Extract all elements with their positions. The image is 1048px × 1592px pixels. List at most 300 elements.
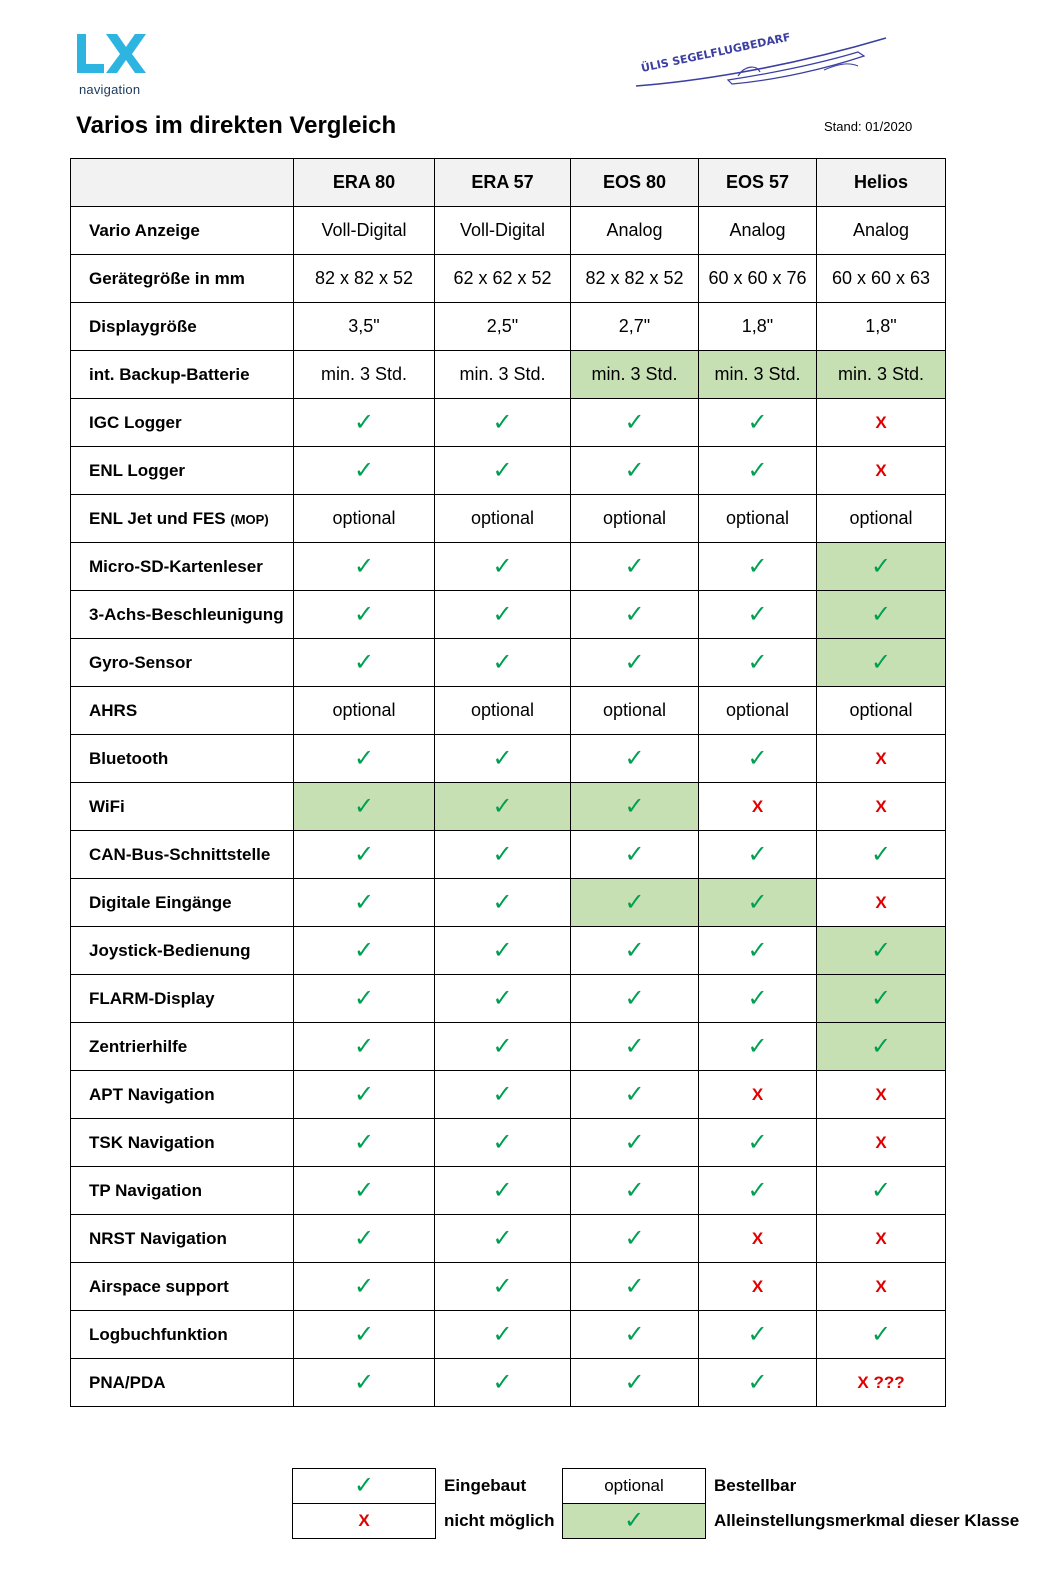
table-cell xyxy=(571,399,699,447)
table-cell xyxy=(435,303,571,351)
date-label: Stand: 01/2020 xyxy=(824,119,913,134)
table-cell xyxy=(571,543,699,591)
lx-navigation-logo xyxy=(74,32,148,100)
table-cell xyxy=(817,687,946,735)
cross-icon: X xyxy=(875,413,887,432)
table-cell xyxy=(571,687,699,735)
table-cell xyxy=(294,783,435,831)
table-cell xyxy=(294,639,435,687)
table-row xyxy=(71,735,946,783)
table-row xyxy=(71,351,946,399)
row-label xyxy=(71,1071,294,1119)
table-cell xyxy=(294,1359,435,1407)
row-label xyxy=(71,447,294,495)
cross-icon: X xyxy=(875,893,887,912)
table-row xyxy=(71,831,946,879)
row-label xyxy=(71,1023,294,1071)
table-cell xyxy=(294,975,435,1023)
check-icon: ✓ xyxy=(353,408,375,436)
row-label-text: Bluetooth xyxy=(89,748,169,768)
check-icon: ✓ xyxy=(492,792,513,820)
check-icon: ✓ xyxy=(492,1272,513,1300)
row-label xyxy=(71,495,294,543)
page-title: Varios im direkten Vergleich xyxy=(76,112,397,139)
table-cell xyxy=(435,975,571,1023)
table-row xyxy=(71,783,946,831)
row-label xyxy=(71,1167,294,1215)
table-cell xyxy=(294,831,435,879)
table-cell xyxy=(294,1023,435,1071)
table-cell xyxy=(435,831,571,879)
check-icon: ✓ xyxy=(492,1128,513,1156)
row-label xyxy=(71,255,294,303)
table-cell xyxy=(817,783,946,831)
cell-value: Analog xyxy=(606,220,663,240)
table-cell xyxy=(817,399,946,447)
cell-value: optional xyxy=(470,700,535,720)
check-icon: ✓ xyxy=(747,648,768,676)
table-cell xyxy=(817,879,946,927)
check-icon: ✓ xyxy=(870,648,892,676)
table-cell xyxy=(817,207,946,255)
table-cell xyxy=(699,879,817,927)
row-label-text: Joystick-Bedienung xyxy=(89,940,251,960)
check-icon: ✓ xyxy=(624,888,645,916)
cell-value: min. 3 Std. xyxy=(459,364,546,384)
cell-value: optional xyxy=(725,700,790,720)
column-header: Helios xyxy=(817,159,946,207)
table-row xyxy=(71,639,946,687)
table-cell xyxy=(699,927,817,975)
table-cell xyxy=(435,1071,571,1119)
row-label xyxy=(71,1263,294,1311)
table-cell xyxy=(699,543,817,591)
cell-value: optional xyxy=(602,508,667,528)
row-label xyxy=(71,1359,294,1407)
cell-value: optional xyxy=(332,508,396,528)
check-icon: ✓ xyxy=(492,1080,513,1108)
check-icon: ✓ xyxy=(624,1368,645,1396)
table-cell xyxy=(435,255,571,303)
table-cell xyxy=(294,447,435,495)
check-icon: ✓ xyxy=(492,408,513,436)
table-row xyxy=(71,927,946,975)
check-icon: ✓ xyxy=(492,552,513,580)
check-icon: ✓ xyxy=(747,600,768,628)
table-cell xyxy=(699,591,817,639)
table-cell xyxy=(817,735,946,783)
table-cell xyxy=(699,447,817,495)
check-icon: ✓ xyxy=(624,744,645,772)
check-icon: ✓ xyxy=(353,1368,375,1396)
check-icon: ✓ xyxy=(624,456,645,484)
check-icon: ✓ xyxy=(747,1176,768,1204)
row-label-text: Digitale Eingänge xyxy=(89,892,232,912)
check-icon: ✓ xyxy=(624,1080,645,1108)
check-icon: ✓ xyxy=(353,840,375,868)
table-cell xyxy=(571,1215,699,1263)
table-cell xyxy=(699,351,817,399)
check-icon: ✓ xyxy=(624,600,645,628)
table-cell xyxy=(294,207,435,255)
row-label-text: NRST Navigation xyxy=(89,1228,227,1248)
row-label-text: 3-Achs-Beschleunigung xyxy=(89,604,284,624)
row-label xyxy=(71,687,294,735)
table-row xyxy=(71,879,946,927)
table-cell xyxy=(699,1263,817,1311)
row-label xyxy=(71,591,294,639)
table-row xyxy=(71,399,946,447)
table-cell xyxy=(571,1311,699,1359)
table-cell xyxy=(571,1359,699,1407)
cell-value: min. 3 Std. xyxy=(714,364,801,384)
check-icon: ✓ xyxy=(492,1320,513,1348)
check-icon: ✓ xyxy=(747,840,768,868)
cross-icon: X xyxy=(875,1277,887,1296)
row-label-text: APT Navigation xyxy=(89,1084,215,1104)
table-cell xyxy=(435,495,571,543)
check-icon: ✓ xyxy=(353,1176,375,1204)
row-label xyxy=(71,1119,294,1167)
row-label xyxy=(71,399,294,447)
table-cell xyxy=(571,1167,699,1215)
legend-optional-box: optional xyxy=(563,1469,706,1504)
row-label xyxy=(71,1215,294,1263)
row-label-text: ENL Logger xyxy=(89,460,186,480)
table-row xyxy=(71,1071,946,1119)
row-label xyxy=(71,351,294,399)
table-cell xyxy=(571,927,699,975)
table-cell xyxy=(435,1263,571,1311)
check-icon: ✓ xyxy=(492,936,513,964)
check-icon: ✓ xyxy=(870,600,892,628)
table-cell xyxy=(294,591,435,639)
table-cell xyxy=(699,783,817,831)
table-cell xyxy=(294,1215,435,1263)
table-cell xyxy=(699,1311,817,1359)
cell-value: Voll-Digital xyxy=(321,220,407,240)
cell-value: optional xyxy=(332,700,396,720)
cell-value: Analog xyxy=(729,220,786,240)
table-cell xyxy=(435,1023,571,1071)
check-icon: ✓ xyxy=(492,744,513,772)
cell-value: optional xyxy=(725,508,790,528)
check-icon: ✓ xyxy=(492,456,513,484)
row-label-text: IGC Logger xyxy=(89,412,182,432)
table-cell xyxy=(699,207,817,255)
column-header: EOS 57 xyxy=(699,159,817,207)
table-row xyxy=(71,1023,946,1071)
row-label-text: WiFi xyxy=(89,796,125,816)
table-cell xyxy=(699,975,817,1023)
lx-logo-icon xyxy=(74,32,148,82)
row-label-text: Logbuchfunktion xyxy=(89,1324,228,1344)
cell-value: min. 3 Std. xyxy=(320,364,408,384)
table-cell xyxy=(294,351,435,399)
table-cell xyxy=(571,303,699,351)
table-cell xyxy=(571,591,699,639)
cross-icon: X ??? xyxy=(857,1373,905,1392)
check-icon: ✓ xyxy=(624,840,645,868)
table-row xyxy=(71,447,946,495)
table-cell xyxy=(699,1119,817,1167)
check-icon: ✓ xyxy=(870,1032,892,1060)
row-label xyxy=(71,975,294,1023)
check-icon: ✓ xyxy=(870,552,892,580)
table-cell xyxy=(817,1263,946,1311)
check-icon: ✓ xyxy=(624,1224,645,1252)
table-cell xyxy=(435,735,571,783)
table-cell xyxy=(699,495,817,543)
table-cell xyxy=(571,447,699,495)
row-label-text: Zentrierhilfe xyxy=(89,1036,188,1056)
row-label xyxy=(71,543,294,591)
table-row xyxy=(71,975,946,1023)
check-icon: ✓ xyxy=(492,888,513,916)
row-label-text: ENL Jet und FES xyxy=(89,508,226,528)
table-body xyxy=(71,207,946,1407)
cell-value: 1,8" xyxy=(741,316,774,336)
table-cell xyxy=(571,351,699,399)
table-cell xyxy=(699,687,817,735)
cell-value: min. 3 Std. xyxy=(837,364,925,384)
row-label-text: Micro-SD-Kartenleser xyxy=(89,556,263,576)
check-icon: ✓ xyxy=(492,648,513,676)
row-label xyxy=(71,831,294,879)
table-cell xyxy=(435,1167,571,1215)
table-cell xyxy=(571,1119,699,1167)
table-row xyxy=(71,543,946,591)
table-cell xyxy=(435,399,571,447)
table-cell xyxy=(817,255,946,303)
table-row xyxy=(71,207,946,255)
legend-not-possible-label: nicht möglich xyxy=(444,1511,555,1530)
check-icon: ✓ xyxy=(353,1080,375,1108)
table-cell xyxy=(699,1023,817,1071)
legend-installed-label: Eingebaut xyxy=(444,1476,527,1495)
table-cell xyxy=(699,255,817,303)
table-cell xyxy=(699,639,817,687)
cross-icon: X xyxy=(875,797,887,816)
row-label xyxy=(71,783,294,831)
table-cell xyxy=(817,975,946,1023)
table-cell xyxy=(435,207,571,255)
check-icon: ✓ xyxy=(353,1320,375,1348)
table-row xyxy=(71,1215,946,1263)
table-cell xyxy=(571,255,699,303)
check-icon: ✓ xyxy=(353,1128,375,1156)
row-label-text: CAN-Bus-Schnittstelle xyxy=(89,844,271,864)
table-cell xyxy=(699,1167,817,1215)
check-icon: ✓ xyxy=(747,984,768,1012)
row-label-text: TP Navigation xyxy=(89,1180,203,1200)
table-cell xyxy=(699,831,817,879)
table-row xyxy=(71,1311,946,1359)
check-icon: ✓ xyxy=(747,888,768,916)
check-icon: ✓ xyxy=(353,1224,375,1252)
table-cell xyxy=(435,1119,571,1167)
cross-icon: X xyxy=(751,1085,764,1104)
table-cell xyxy=(571,1023,699,1071)
cell-value: Analog xyxy=(852,220,910,240)
table-cell xyxy=(435,543,571,591)
row-label-text: Gerätegröße in mm xyxy=(89,268,245,288)
check-icon: ✓ xyxy=(747,744,768,772)
header-corner xyxy=(71,159,294,207)
ulis-logo-text: ÜLIS SEGELFLUGBEDARF xyxy=(639,30,792,75)
check-icon: ✓ xyxy=(353,1472,375,1499)
check-icon: ✓ xyxy=(353,1032,375,1060)
comparison-table xyxy=(70,158,946,1407)
table-cell xyxy=(294,735,435,783)
table-row xyxy=(71,255,946,303)
row-label xyxy=(71,207,294,255)
check-icon: ✓ xyxy=(870,840,892,868)
row-label xyxy=(71,303,294,351)
table-cell xyxy=(294,927,435,975)
check-icon: ✓ xyxy=(624,552,645,580)
table-cell xyxy=(571,1071,699,1119)
check-icon: ✓ xyxy=(492,600,513,628)
table-cell xyxy=(294,543,435,591)
check-icon: ✓ xyxy=(624,984,645,1012)
check-icon: ✓ xyxy=(492,1224,513,1252)
cell-value: 82 x 82 x 52 xyxy=(314,268,414,288)
check-icon: ✓ xyxy=(747,1032,768,1060)
table-row xyxy=(71,495,946,543)
check-icon: ✓ xyxy=(492,1176,513,1204)
cell-value: Voll-Digital xyxy=(459,220,546,240)
table-cell xyxy=(294,1071,435,1119)
table-row xyxy=(71,1167,946,1215)
cell-value: optional xyxy=(849,700,913,720)
row-label-text: PNA/PDA xyxy=(89,1372,166,1392)
row-label-text: AHRS xyxy=(89,700,138,720)
check-icon: ✓ xyxy=(624,792,645,820)
cross-icon: X xyxy=(751,1229,764,1248)
check-icon: ✓ xyxy=(747,456,768,484)
check-icon: ✓ xyxy=(624,936,645,964)
table-cell xyxy=(699,735,817,783)
row-label xyxy=(71,1311,294,1359)
table-cell xyxy=(294,1167,435,1215)
row-label xyxy=(71,735,294,783)
check-icon: ✓ xyxy=(353,792,375,820)
column-header: EOS 80 xyxy=(571,159,699,207)
cell-value: optional xyxy=(602,700,667,720)
cross-icon: X xyxy=(751,1277,764,1296)
cross-icon: X xyxy=(875,1133,887,1152)
row-label-text: FLARM-Display xyxy=(89,988,215,1008)
check-icon: ✓ xyxy=(353,888,375,916)
table-cell xyxy=(435,879,571,927)
row-label-note: (MOP) xyxy=(230,511,269,527)
table-cell xyxy=(817,1311,946,1359)
row-label-text: TSK Navigation xyxy=(89,1132,215,1152)
cell-value: 60 x 60 x 76 xyxy=(708,268,807,288)
table-row xyxy=(71,1119,946,1167)
table-cell xyxy=(817,1023,946,1071)
cell-value: 1,8" xyxy=(865,316,897,336)
table-cell xyxy=(571,831,699,879)
table-cell xyxy=(435,927,571,975)
row-label xyxy=(71,639,294,687)
header-row xyxy=(71,159,946,207)
table-cell xyxy=(435,591,571,639)
check-icon: ✓ xyxy=(492,840,513,868)
table-cell xyxy=(571,207,699,255)
check-icon: ✓ xyxy=(747,1320,768,1348)
cross-icon: X xyxy=(751,797,764,816)
check-icon: ✓ xyxy=(870,984,892,1012)
cross-icon: X xyxy=(875,1085,887,1104)
check-icon: ✓ xyxy=(353,648,375,676)
check-icon: ✓ xyxy=(492,1032,513,1060)
table-cell xyxy=(435,687,571,735)
cross-icon: X xyxy=(875,749,887,768)
cell-value: 3,5" xyxy=(348,316,380,336)
table-cell xyxy=(817,1071,946,1119)
table-cell xyxy=(294,1311,435,1359)
check-icon: ✓ xyxy=(747,1368,768,1396)
check-icon: ✓ xyxy=(747,1128,768,1156)
legend-unique-label: Alleinstellungsmerkmal dieser Klasse xyxy=(714,1511,1020,1530)
check-icon: ✓ xyxy=(492,1368,513,1396)
cross-icon: X xyxy=(875,461,887,480)
table-cell xyxy=(817,1359,946,1407)
check-icon: ✓ xyxy=(353,936,375,964)
table-row xyxy=(71,1263,946,1311)
table-cell xyxy=(435,351,571,399)
glider-logo-icon xyxy=(628,30,890,94)
check-icon: ✓ xyxy=(353,456,375,484)
check-icon: ✓ xyxy=(870,936,892,964)
table-cell xyxy=(817,831,946,879)
table-cell xyxy=(435,1215,571,1263)
check-icon: ✓ xyxy=(747,408,768,436)
check-icon: ✓ xyxy=(624,648,645,676)
lx-logo-subtitle: navigation xyxy=(79,82,141,97)
table-cell xyxy=(571,975,699,1023)
table-cell xyxy=(699,303,817,351)
table-cell xyxy=(571,783,699,831)
check-icon: ✓ xyxy=(624,1032,645,1060)
cross-icon: X xyxy=(875,1229,887,1248)
table-row xyxy=(71,591,946,639)
row-label-text: int. Backup-Batterie xyxy=(89,364,250,384)
check-icon: ✓ xyxy=(353,744,375,772)
table-cell xyxy=(817,1119,946,1167)
cross-icon: X xyxy=(358,1511,370,1530)
table-cell xyxy=(817,927,946,975)
table-cell xyxy=(435,447,571,495)
check-icon: ✓ xyxy=(624,1128,645,1156)
check-icon: ✓ xyxy=(623,1507,645,1534)
legend xyxy=(292,1468,1020,1539)
table-cell xyxy=(294,255,435,303)
table-cell xyxy=(294,1263,435,1311)
row-label-text: Vario Anzeige xyxy=(89,220,200,240)
check-icon: ✓ xyxy=(747,936,768,964)
table-cell xyxy=(294,303,435,351)
table-cell xyxy=(817,591,946,639)
table-cell xyxy=(817,639,946,687)
table-cell xyxy=(699,1071,817,1119)
legend-highlight-box xyxy=(563,1504,706,1539)
legend-orderable-label: Bestellbar xyxy=(714,1476,797,1495)
table-row xyxy=(71,687,946,735)
check-icon: ✓ xyxy=(624,1320,645,1348)
